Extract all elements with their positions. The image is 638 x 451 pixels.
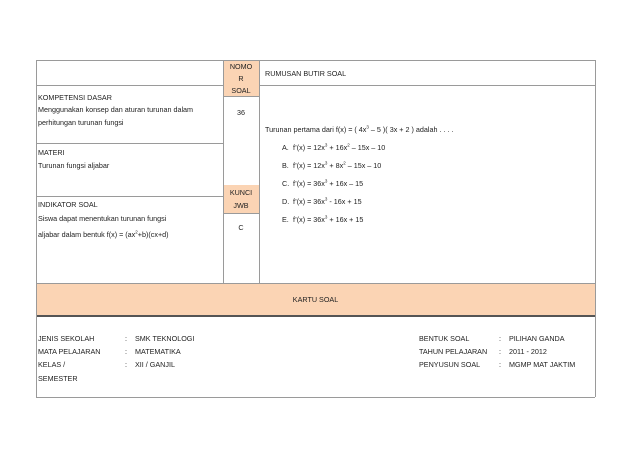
row-line-kartu-top bbox=[36, 283, 595, 284]
left-border bbox=[36, 60, 37, 397]
option-text: f’(x) = $36x^3 - 16x + 15$ bbox=[293, 196, 362, 206]
nomor-label-3: SOAL bbox=[231, 86, 251, 95]
kompetensi-heading: KOMPETENSI DASAR bbox=[38, 93, 112, 102]
indikator-line-1: Siswa dapat menentukan turunan fungsi bbox=[38, 214, 167, 223]
col-line-2 bbox=[259, 60, 260, 283]
option-letter: A. bbox=[282, 143, 289, 152]
answer-option bbox=[282, 144, 385, 151]
footer-right-colon: : bbox=[499, 334, 501, 343]
footer-left-label: SEMESTER bbox=[38, 374, 78, 383]
footer-right-label: BENTUK SOAL bbox=[419, 334, 470, 343]
nomor-label-2: R bbox=[238, 74, 244, 83]
indikator-heading: INDIKATOR SOAL bbox=[38, 200, 98, 209]
footer-left-label: MATA PELAJARAN bbox=[38, 347, 101, 356]
indikator-line-2: aljabar dalam bentuk $f(x) = (ax^2+b)(cx+d)$ bbox=[38, 229, 169, 239]
question-text: Turunan pertama dari f(x) = ( $4x^3 - 5$ )( 3x + 2 ) adalah . . . . bbox=[265, 124, 454, 134]
footer-left-value: MATEMATIKA bbox=[135, 347, 181, 356]
bottom-border bbox=[36, 397, 595, 398]
option-text: f’(x) = $36x^3 + 16x + 15$ bbox=[293, 214, 364, 224]
footer-left-value: XII / GANJIL bbox=[135, 360, 175, 369]
row-line-kompetensi bbox=[36, 85, 223, 86]
footer-right-colon: : bbox=[499, 347, 501, 356]
footer-right-label: TAHUN PELAJARAN bbox=[419, 347, 488, 356]
footer-right-label: PENYUSUN SOAL bbox=[419, 360, 481, 369]
kunci-label-1: KUNCI bbox=[229, 188, 253, 197]
footer-right-value: MGMP MAT JAKTIM bbox=[509, 360, 576, 369]
nomor-value: 36 bbox=[237, 108, 245, 117]
answer-option bbox=[282, 216, 363, 223]
option-text: f’(x) = $36x^3 + 16x - 15$ bbox=[293, 178, 364, 188]
row-line-materi bbox=[36, 143, 223, 144]
option-letter: B. bbox=[282, 161, 289, 170]
option-letter: C. bbox=[282, 179, 290, 188]
footer-left-label: JENIS SEKOLAH bbox=[38, 334, 95, 343]
kunci-value: C bbox=[238, 223, 244, 232]
footer-left-colon: : bbox=[125, 347, 127, 356]
footer-right-value: 2011 - 2012 bbox=[509, 347, 547, 356]
footer-left-value: SMK TEKNOLOGI bbox=[135, 334, 195, 343]
option-text: f’(x) = $12x^3 + 8x^2 - 15x - 10$ bbox=[293, 160, 382, 170]
kartu-soal-title: KARTU SOAL bbox=[292, 295, 339, 304]
footer-left-colon: : bbox=[125, 360, 127, 369]
top-border bbox=[36, 60, 595, 61]
materi-value: Turunan fungsi aljabar bbox=[38, 161, 110, 170]
option-letter: E. bbox=[282, 215, 289, 224]
kunci-label-2: JWB bbox=[233, 201, 249, 210]
row-line-kartu-bottom bbox=[36, 315, 595, 317]
option-text: f’(x) = $12x^3 + 16x^2 - 15x - 10$ bbox=[293, 142, 386, 152]
right-border bbox=[595, 60, 596, 397]
row-line-rumusan bbox=[259, 85, 595, 86]
kompetensi-line-2: perhitungan turunan fungsi bbox=[38, 118, 124, 127]
option-letter: D. bbox=[282, 197, 290, 206]
kompetensi-line-1: Menggunakan konsep dan aturan turunan dalam bbox=[38, 105, 194, 114]
footer-right-value: PILIHAN GANDA bbox=[509, 334, 565, 343]
rumusan-heading: RUMUSAN BUTIR SOAL bbox=[265, 69, 347, 78]
row-line-kunci bbox=[223, 213, 259, 214]
row-line-nomor bbox=[223, 96, 259, 97]
row-line-indikator bbox=[36, 196, 223, 197]
answer-option bbox=[282, 162, 381, 169]
materi-heading: MATERI bbox=[38, 148, 65, 157]
answer-option bbox=[282, 198, 362, 205]
answer-option bbox=[282, 180, 363, 187]
nomor-label-1: NOMO bbox=[229, 62, 253, 71]
footer-left-label: KELAS / bbox=[38, 360, 66, 369]
footer-right-colon: : bbox=[499, 360, 501, 369]
footer-left-colon: : bbox=[125, 334, 127, 343]
